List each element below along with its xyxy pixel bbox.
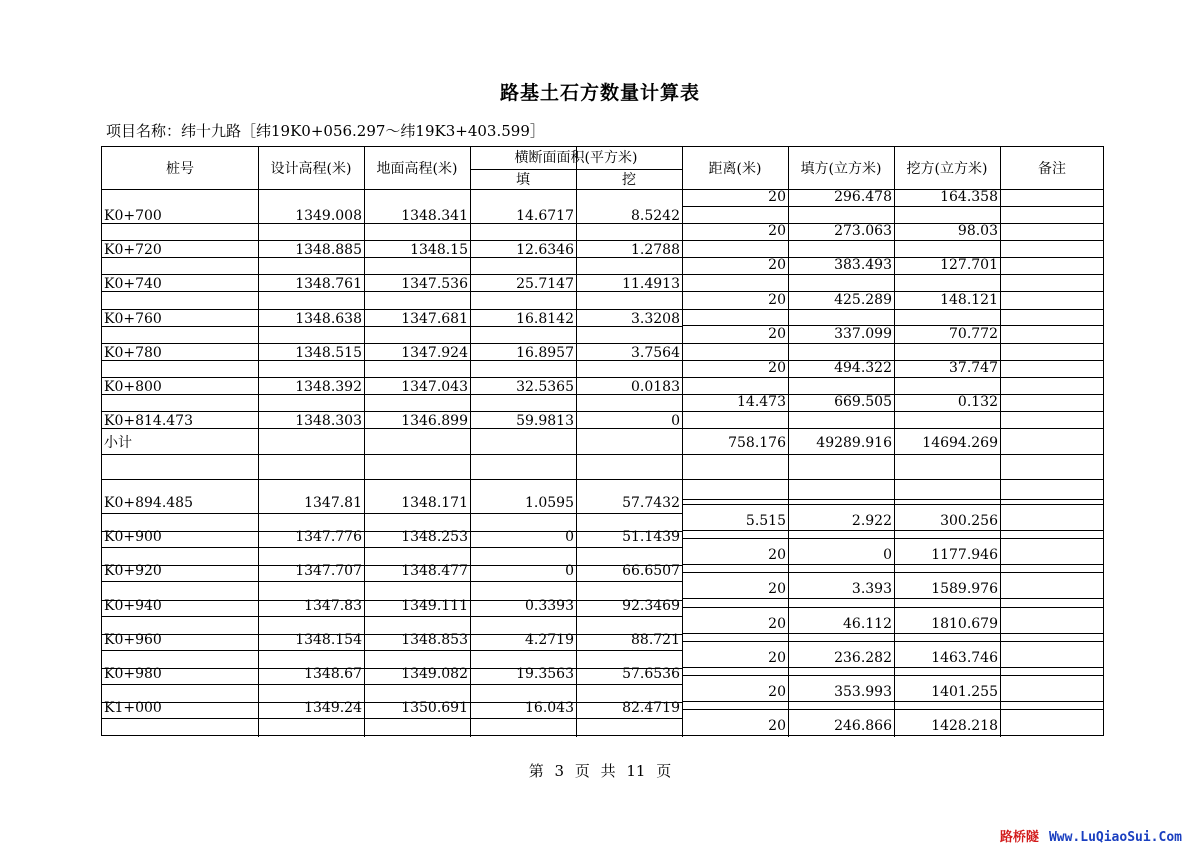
station-id: K0+720 — [104, 242, 162, 259]
station-id: K0+800 — [104, 379, 162, 395]
interval-cut-volume: 0.132 — [957, 394, 998, 411]
interval-cut-volume: 300.256 — [940, 513, 998, 529]
interval-distance: 20 — [768, 291, 786, 308]
design-elevation: 1348.67 — [304, 666, 362, 682]
station-id: K0+920 — [104, 563, 162, 580]
fill-area: 1.0595 — [525, 495, 574, 511]
design-elevation: 1348.303 — [295, 413, 362, 430]
interval-cut-volume: 70.772 — [949, 325, 998, 342]
fill-area: 25.7147 — [516, 276, 574, 293]
station-id: K0+814.473 — [104, 413, 193, 430]
header-fill-area: 填 — [516, 172, 530, 188]
cut-area: 8.5242 — [631, 208, 680, 224]
interval-distance: 20 — [768, 581, 786, 598]
design-elevation: 1348.515 — [295, 344, 362, 361]
station-id: K0+780 — [104, 344, 162, 361]
header-design-elevation: 设计高程(米) — [270, 161, 352, 177]
cut-area: 0 — [671, 413, 680, 430]
design-elevation: 1347.81 — [304, 495, 362, 511]
design-elevation: 1348.638 — [295, 310, 362, 327]
fill-area: 0 — [565, 563, 574, 580]
ground-elevation: 1349.082 — [401, 666, 468, 682]
page-title: 路基土石方数量计算表 — [499, 82, 700, 104]
interval-cut-volume: 164.358 — [940, 189, 998, 205]
interval-fill-volume: 246.866 — [834, 718, 892, 735]
ground-elevation: 1347.043 — [401, 379, 468, 395]
design-elevation: 1347.83 — [304, 597, 362, 614]
interval-fill-volume: 273.063 — [834, 223, 892, 240]
design-elevation: 1347.776 — [295, 529, 362, 546]
fill-area: 12.6346 — [516, 242, 574, 259]
interval-fill-volume: 0 — [883, 547, 892, 564]
fill-area: 14.6717 — [516, 208, 574, 224]
interval-fill-volume: 669.505 — [834, 394, 892, 411]
interval-distance: 20 — [768, 684, 786, 700]
ground-elevation: 1347.924 — [401, 344, 468, 361]
design-elevation: 1348.761 — [295, 276, 362, 293]
fill-area: 16.8957 — [516, 344, 574, 361]
interval-distance: 20 — [768, 360, 786, 376]
station-id: K0+980 — [104, 666, 162, 682]
station-id: K0+940 — [104, 597, 162, 614]
design-elevation: 1349.24 — [304, 700, 362, 717]
interval-fill-volume: 3.393 — [851, 581, 892, 598]
interval-cut-volume: 37.747 — [949, 360, 998, 376]
station-id: K0+894.485 — [104, 495, 193, 511]
interval-distance: 20 — [768, 547, 786, 564]
header-cut-area: 挖 — [622, 172, 636, 188]
header-distance: 距离(米) — [708, 161, 762, 177]
interval-distance: 14.473 — [737, 394, 786, 411]
cut-area: 0.0183 — [631, 379, 680, 395]
watermark-url[interactable]: Www.LuQiaoSui.Com — [1048, 830, 1182, 845]
station-id: K0+740 — [104, 276, 162, 293]
fill-area: 0.3393 — [525, 597, 574, 614]
fill-area: 59.9813 — [516, 413, 574, 430]
station-id: K0+700 — [104, 208, 162, 224]
ground-elevation: 1348.341 — [401, 208, 468, 224]
interval-distance: 20 — [768, 325, 786, 342]
cut-area: 57.7432 — [622, 495, 680, 511]
station-id: K0+900 — [104, 529, 162, 546]
ground-elevation: 1346.899 — [401, 413, 468, 430]
interval-fill-volume: 494.322 — [834, 360, 892, 376]
header-station: 桩号 — [166, 161, 194, 177]
fill-area: 4.2719 — [525, 631, 574, 648]
page-number: 第 3 页 共 11 页 — [528, 762, 672, 780]
header-ground-elevation: 地面高程(米) — [376, 161, 458, 177]
station-id: K0+760 — [104, 310, 162, 327]
interval-cut-volume: 1428.218 — [931, 718, 998, 735]
header-fill-volume: 填方(立方米) — [800, 161, 882, 177]
cut-area: 1.2788 — [631, 242, 680, 259]
interval-cut-volume: 1177.946 — [931, 547, 998, 564]
project-name: 项目名称：纬十九路［纬19K0+056.297～纬19K3+403.599］ — [106, 122, 545, 140]
cut-area: 57.6536 — [622, 666, 680, 682]
interval-fill-volume: 383.493 — [834, 257, 892, 274]
cut-area: 82.4719 — [622, 700, 680, 717]
interval-fill-volume: 236.282 — [834, 649, 892, 666]
cut-area: 51.1439 — [622, 529, 680, 546]
header-remark: 备注 — [1038, 161, 1066, 177]
interval-cut-volume: 98.03 — [957, 223, 998, 240]
interval-fill-volume: 2.922 — [851, 513, 892, 529]
earthwork-table — [101, 146, 1104, 736]
ground-elevation: 1349.111 — [401, 597, 468, 614]
cut-area: 66.6507 — [622, 563, 680, 580]
ground-elevation: 1348.477 — [401, 563, 468, 580]
ground-elevation: 1348.171 — [401, 495, 468, 511]
station-id: K0+960 — [104, 631, 162, 648]
design-elevation: 1348.154 — [295, 631, 362, 648]
interval-cut-volume: 127.701 — [940, 257, 998, 274]
interval-distance: 20 — [768, 189, 786, 205]
station-id: K1+000 — [104, 700, 162, 717]
watermark-logo-text: 路桥隧 — [999, 830, 1039, 845]
ground-elevation: 1348.15 — [410, 242, 468, 259]
design-elevation: 1349.008 — [295, 208, 362, 224]
interval-fill-volume: 337.099 — [834, 325, 892, 342]
interval-fill-volume: 46.112 — [843, 615, 892, 632]
interval-cut-volume: 1810.679 — [931, 615, 998, 632]
watermark — [1000, 826, 1182, 845]
ground-elevation: 1347.681 — [401, 310, 468, 327]
cut-area: 11.4913 — [622, 276, 680, 293]
interval-distance: 20 — [768, 649, 786, 666]
subtotal-fill-volume: 49289.916 — [816, 435, 892, 451]
fill-area: 16.043 — [525, 700, 574, 717]
interval-distance: 20 — [768, 257, 786, 274]
ground-elevation: 1347.536 — [401, 276, 468, 293]
ground-elevation: 1348.253 — [401, 529, 468, 546]
fill-area: 16.8142 — [516, 310, 574, 327]
interval-cut-volume: 1463.746 — [931, 649, 998, 666]
cut-area: 3.3208 — [631, 310, 680, 327]
fill-area: 19.3563 — [516, 666, 574, 682]
interval-distance: 20 — [768, 223, 786, 240]
interval-cut-volume: 1589.976 — [931, 581, 998, 598]
interval-fill-volume: 296.478 — [834, 189, 892, 205]
interval-fill-volume: 353.993 — [834, 684, 892, 700]
cut-area: 88.721 — [631, 631, 680, 648]
subtotal-distance: 758.176 — [728, 435, 786, 451]
header-cut-volume: 挖方(立方米) — [906, 161, 988, 177]
cut-area: 3.7564 — [631, 344, 680, 361]
interval-distance: 20 — [768, 718, 786, 735]
fill-area: 32.5365 — [516, 379, 574, 395]
subtotal-cut-volume: 14694.269 — [922, 435, 998, 451]
interval-cut-volume: 148.121 — [940, 291, 998, 308]
interval-distance: 20 — [768, 615, 786, 632]
interval-fill-volume: 425.289 — [834, 291, 892, 308]
subtotal-label: 小计 — [104, 435, 132, 451]
ground-elevation: 1348.853 — [401, 631, 468, 648]
cut-area: 92.3469 — [622, 597, 680, 614]
design-elevation: 1348.392 — [295, 379, 362, 395]
header-cross-section-area: 横断面面积(平方米) — [514, 150, 638, 166]
interval-cut-volume: 1401.255 — [931, 684, 998, 700]
fill-area: 0 — [565, 529, 574, 546]
ground-elevation: 1350.691 — [401, 700, 468, 717]
interval-distance: 5.515 — [745, 513, 786, 529]
design-elevation: 1347.707 — [295, 563, 362, 580]
design-elevation: 1348.885 — [295, 242, 362, 259]
